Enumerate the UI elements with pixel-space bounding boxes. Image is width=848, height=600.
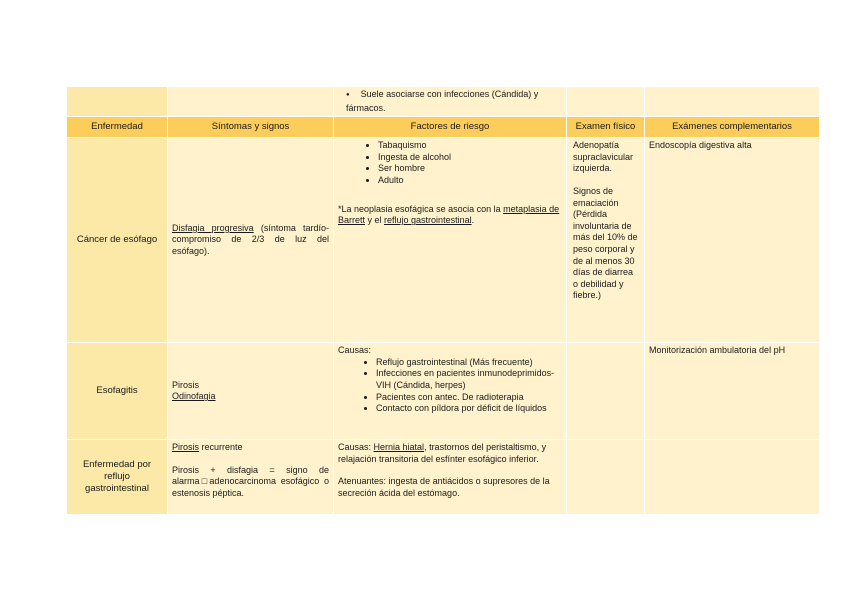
risk-factors-cell	[334, 343, 567, 440]
list-item: • Tabaquismo	[378, 140, 562, 152]
symptom-highlight: Disfagia progresiva	[172, 222, 254, 233]
alarm-sign-note: Pirosis + disfagia = signo de alarma□adenocarcinoma esofágico o estenosis péptica.	[172, 464, 329, 498]
complementary-exams-cell: Monitorización ambulatoria del pH	[645, 343, 820, 440]
table-row	[67, 343, 820, 440]
continued-symptoms-cell	[168, 87, 334, 117]
physical-exam-cell	[567, 343, 645, 440]
risk-note: *La neoplasia esofágica se asocia con la metaplasia de Barrett y el reflujo gastrointestinal.	[338, 203, 560, 226]
physical-exam-finding: Adenopatía supraclavicular izquierda.	[573, 140, 634, 174]
continued-row	[67, 87, 820, 117]
continued-exam-cell	[567, 87, 645, 117]
risk-intro: Causas:	[338, 345, 372, 356]
continued-complementary-cell	[645, 87, 820, 117]
risk-factors-cell	[334, 138, 567, 343]
risk-attenuants: Atenuantes: ingesta de antiácidos o supresores de la secreción ácida del estómago.	[338, 476, 550, 498]
table-header-row	[67, 117, 820, 138]
continued-risk-cell	[334, 87, 567, 117]
disease-cell	[67, 343, 168, 440]
continued-disease-cell	[67, 87, 168, 117]
symptoms-cell: Pirosis recurrente Pirosis + disfagia = signo de alarma□adenocarcinoma esofágico o estenosis péptica.	[168, 440, 334, 515]
header-disease: Enfermedad	[67, 117, 168, 138]
physical-exam-cell	[567, 440, 645, 515]
table-row	[67, 138, 820, 343]
risk-factors-cell	[334, 440, 567, 515]
list-item: • Reflujo gastrointestinal (Más frecuente)	[376, 357, 562, 369]
barrett-link-text: metaplasia de Barrett	[338, 203, 560, 226]
header-physical-exam: Examen físico	[567, 117, 645, 138]
disease-cell	[67, 138, 168, 343]
list-item: • Ingesta de alcohol	[378, 152, 562, 164]
risk-causes: Causas: Hernia hiatal, trastornos del peristaltismo, y relajación transitoria del esfínter esofágico inferior.	[338, 442, 547, 464]
header-complementary-exams: Exámenes complementarios	[645, 117, 820, 138]
list-item: • Infecciones en pacientes inmunodeprimidos-VIH (Cándida, herpes)	[376, 368, 562, 391]
table-row	[67, 440, 820, 515]
list-item: • Contacto con píldora por déficit de líquidos	[376, 403, 562, 415]
continued-risk-note: ● Suele asociarse con infecciones (Cándida) y fármacos.	[346, 89, 562, 114]
physical-exam-cell	[567, 138, 645, 343]
symptoms-cell	[168, 138, 334, 343]
disease-name: Cáncer de esófago	[76, 234, 158, 246]
list-item: • Ser hombre	[378, 163, 562, 175]
list-item: • Adulto	[378, 175, 562, 187]
diseases-table	[66, 86, 820, 515]
symptom-item: Odinofagia	[172, 391, 216, 402]
list-item: • Pacientes con antec. De radioterapia	[376, 392, 562, 404]
symptoms-cell	[168, 343, 334, 440]
header-risk-factors: Factores de riesgo	[334, 117, 567, 138]
symptom-detail: (síntoma tardío-compromiso de 2/3 de luz del esófago).	[172, 222, 329, 256]
disease-name: Enfermedad por reflujo gastrointestinal	[82, 459, 152, 495]
header-symptoms: Síntomas y signos	[168, 117, 334, 138]
complementary-exams-cell: Endoscopía digestiva alta	[645, 138, 820, 343]
symptom-item: Pirosis	[172, 379, 200, 390]
disease-name: Esofagitis	[96, 385, 138, 397]
reflux-link-text: reflujo gastrointestinal	[384, 215, 472, 226]
hiatal-hernia-text: Hernia hiatal	[373, 442, 425, 453]
physical-exam-finding: Signos de emaciación (Pérdida involuntaria de más del 10% de peso corporal y de al menos 30 días de diarrea o debilidad y fiebre.)	[573, 185, 638, 301]
complementary-exams-cell	[645, 440, 820, 515]
disease-cell	[67, 440, 168, 515]
symptom-highlight: Pirosis	[172, 442, 200, 453]
